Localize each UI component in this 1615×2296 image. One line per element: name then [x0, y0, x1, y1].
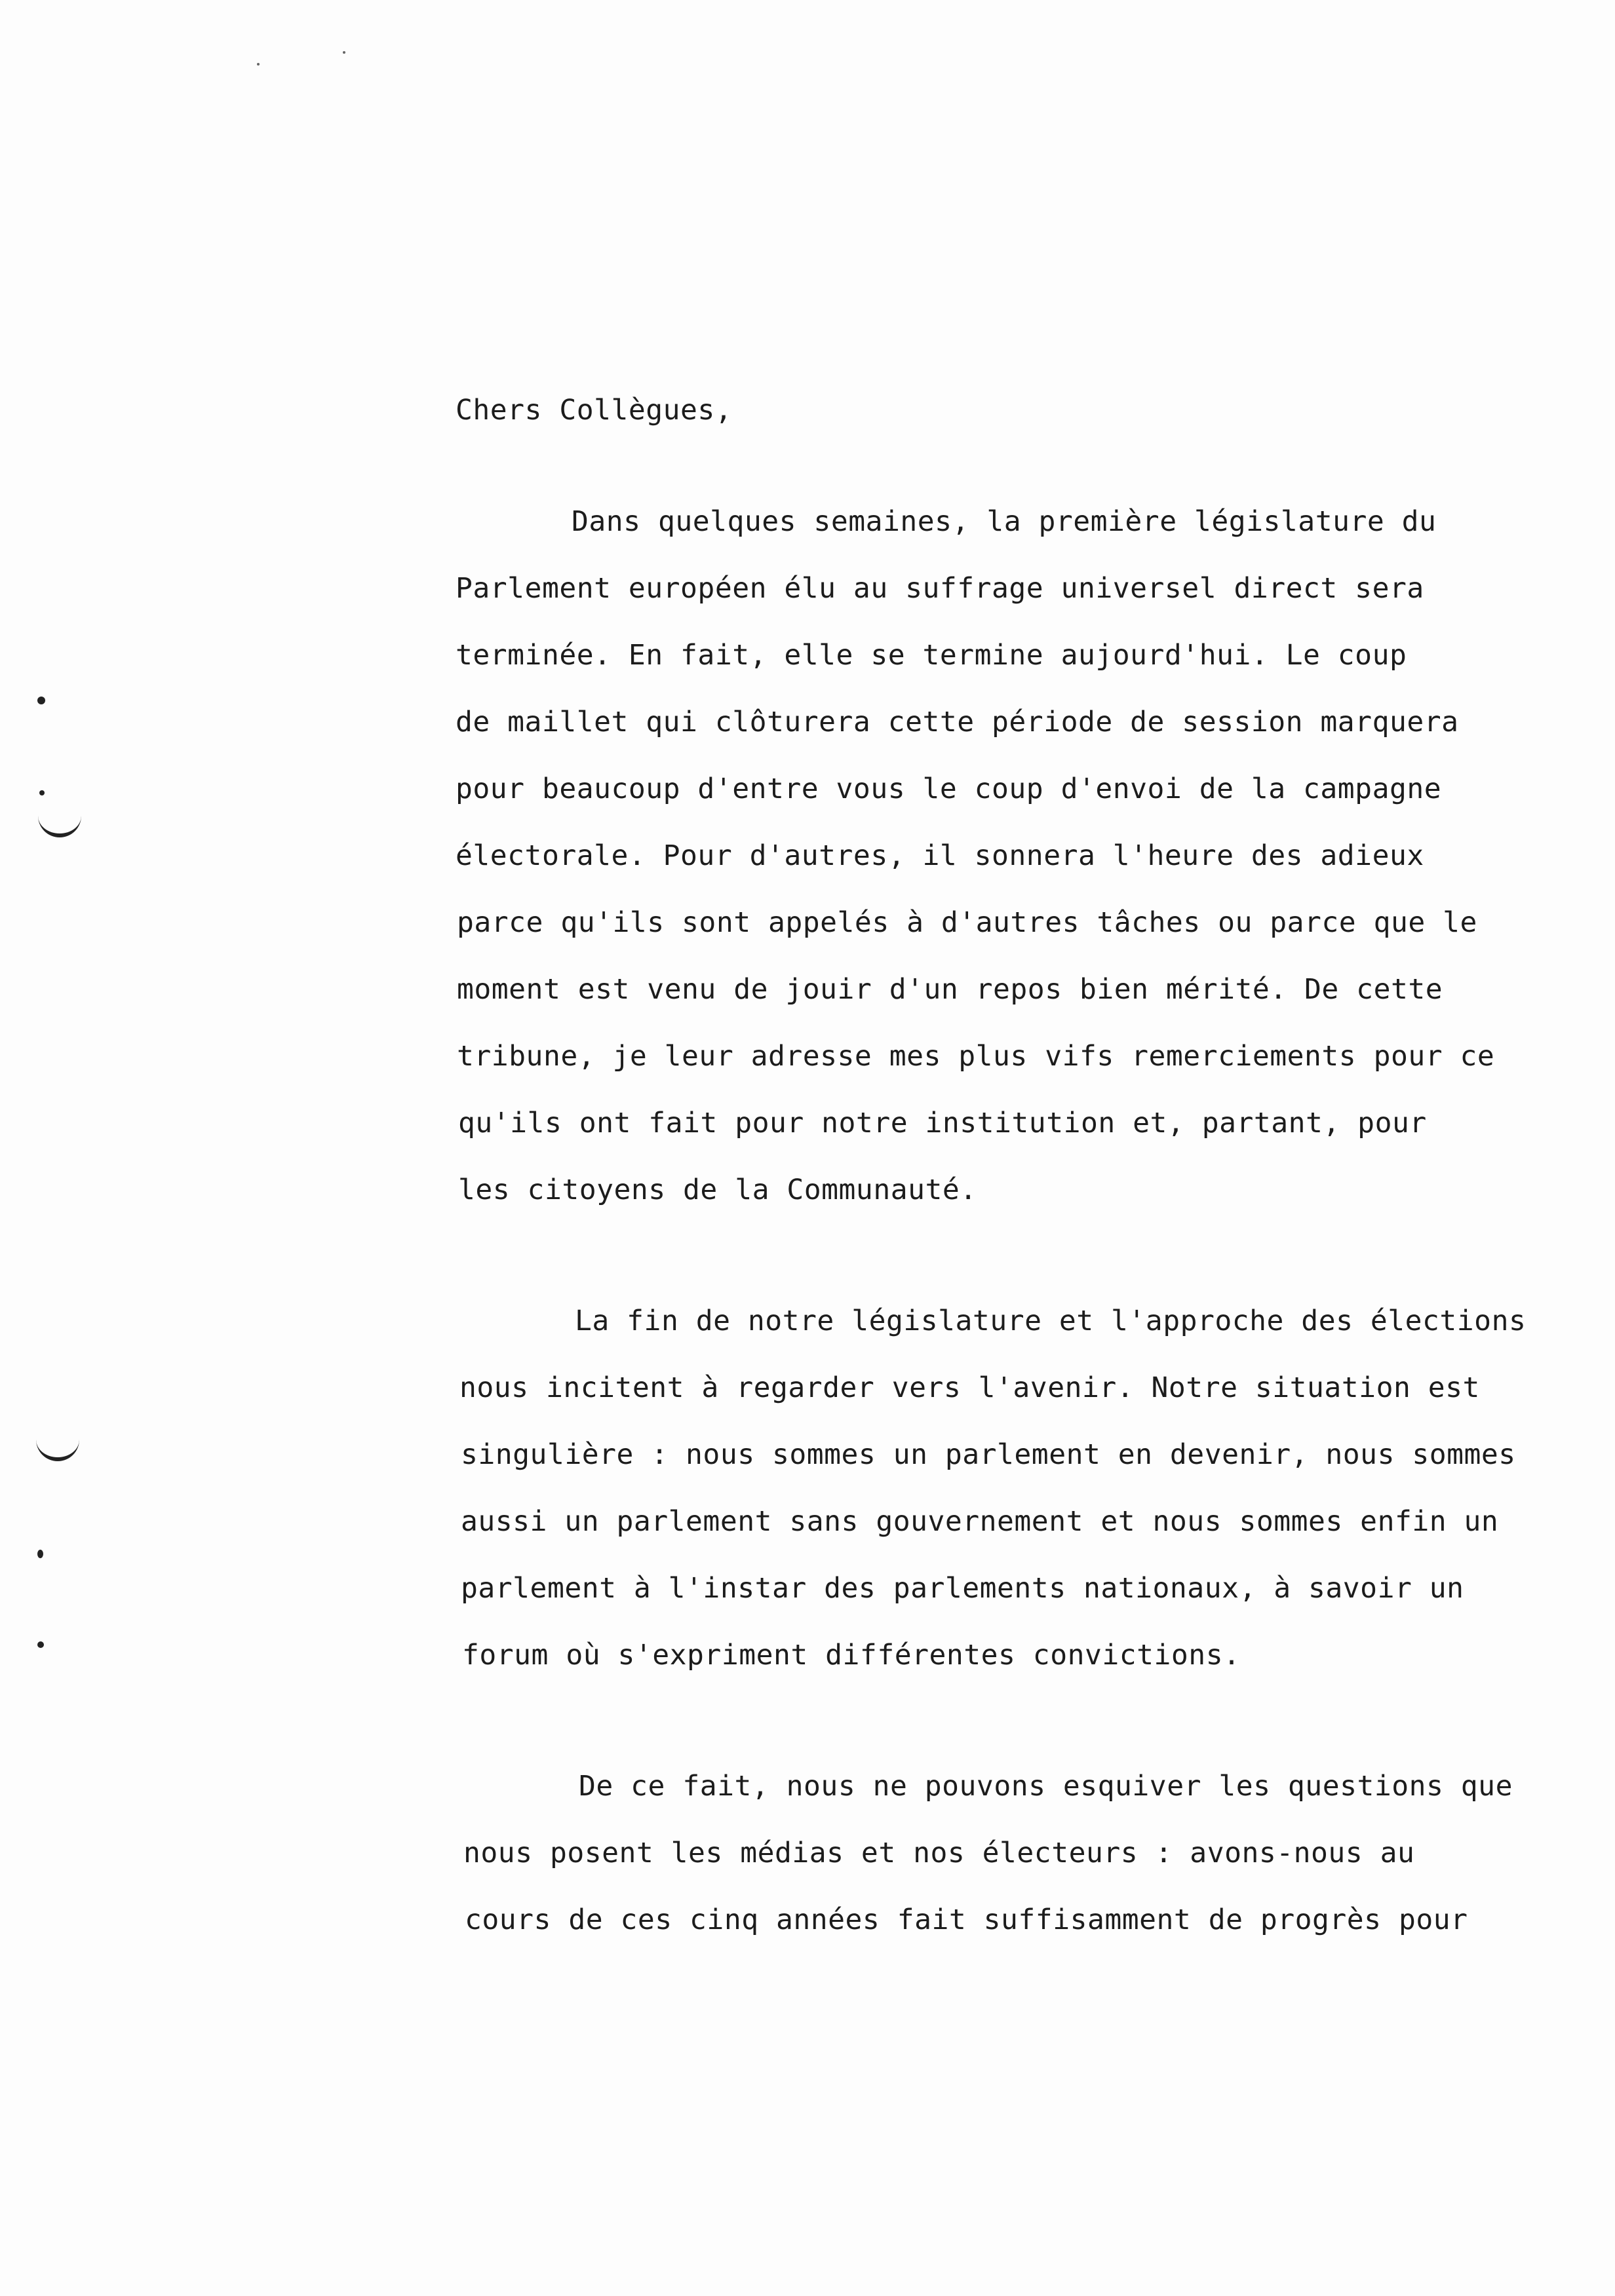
paragraph-1-line-1: Dans quelques semaines, la première législature du: [572, 505, 1437, 538]
paragraph-2-line-2: nous incitent à regarder vers l'avenir. Notre situation est: [459, 1371, 1480, 1404]
paragraph-1-line-11: les citoyens de la Communauté.: [458, 1174, 977, 1206]
paragraph-2-line-6: forum où s'expriment différentes convictions.: [462, 1639, 1241, 1672]
paragraph-1-line-6: électorale. Pour d'autres, il sonnera l'heure des adieux: [456, 839, 1424, 872]
paragraph-2-line-5: parlement à l'instar des parlements nationaux, à savoir un: [461, 1572, 1464, 1605]
paragraph-3-line-1: De ce fait, nous ne pouvons esquiver les questions que: [579, 1770, 1513, 1803]
paragraph-1-line-8: moment est venu de jouir d'un repos bien mérité. De cette: [457, 973, 1443, 1006]
paragraph-3-line-2: nous posent les médias et nos électeurs : avons-nous au: [463, 1837, 1415, 1869]
paragraph-1-line-5: pour beaucoup d'entre vous le coup d'envoi de la campagne: [456, 773, 1442, 805]
paragraph-1-line-3: terminée. En fait, elle se termine aujourd'hui. Le coup: [456, 639, 1407, 672]
paragraph-2-line-4: aussi un parlement sans gouvernement et nous sommes enfin un: [461, 1505, 1499, 1538]
paragraph-1-line-9: tribune, je leur adresse mes plus vifs remerciements pour ce: [457, 1040, 1495, 1073]
paragraph-1-line-10: qu'ils ont fait pour notre institution et, partant, pour: [458, 1107, 1427, 1139]
paragraph-2-line-1: La fin de notre législature et l'approche des élections: [575, 1305, 1527, 1337]
paragraph-3-line-3: cours de ces cinq années fait suffisamment de progrès pour: [465, 1904, 1468, 1936]
paragraph-2-line-3: singulière : nous sommes un parlement en devenir, nous sommes: [461, 1438, 1516, 1471]
paragraph-1-line-7: parce qu'ils sont appelés à d'autres tâches ou parce que le: [457, 906, 1477, 939]
salutation: Chers Collègues,: [456, 394, 733, 427]
paragraph-1-line-2: Parlement européen élu au suffrage universel direct sera: [456, 572, 1424, 605]
paragraph-1-line-4: de maillet qui clôturera cette période de session marquera: [456, 706, 1459, 738]
